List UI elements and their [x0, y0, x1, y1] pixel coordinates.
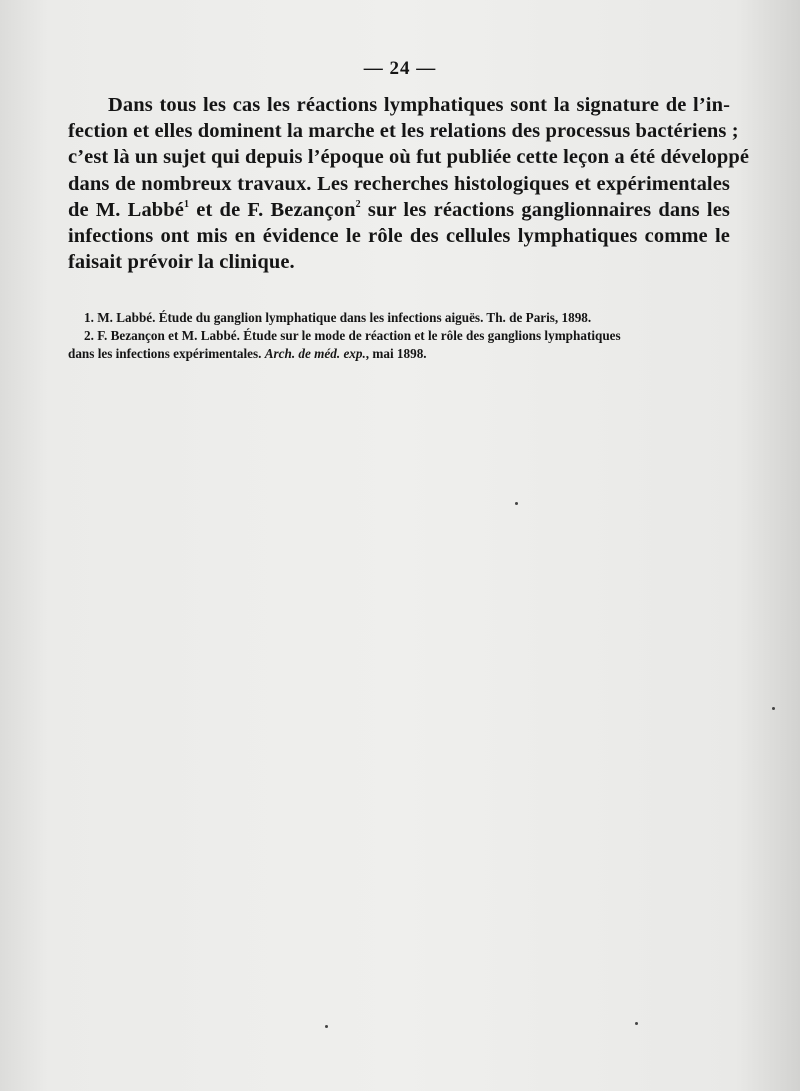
footnote-2-journal: Arch. de méd. exp.: [264, 346, 366, 361]
footnote-2-text: dans les infections expérimentales.: [68, 346, 262, 361]
reference-labbe: de M. Labbé: [68, 198, 185, 221]
paragraph-line: faisait prévoir la clinique.: [68, 251, 295, 274]
reference-bezancon: et de F. Bezançon: [196, 198, 356, 221]
paragraph-line: Dans tous les cas les réactions lymphatiques sont la signature de l’in-: [108, 94, 730, 116]
paragraph-line-with-references: [68, 197, 730, 223]
paragraph-line-tail: sur les réactions ganglionnaires dans les: [367, 198, 730, 221]
scan-speck: [635, 1022, 638, 1025]
scan-speck: [515, 502, 518, 505]
footnotes: [68, 309, 730, 363]
paragraph-line: c’est là un sujet qui depuis l’époque où fut publiée cette leçon a été développé: [68, 146, 750, 169]
main-paragraph: [68, 92, 750, 275]
footnote-2-line-2: [68, 345, 730, 363]
paragraph-line: dans de nombreux travaux. Les recherches histologiques et expérimentales: [68, 172, 730, 195]
footnote-1: 1. M. Labbé. Étude du ganglion lymphatique dans les infections aiguës. Th. de Paris, 1898.: [84, 310, 592, 325]
paragraph-line: infections ont mis en évidence le rôle des cellules lymphatiques comme le: [68, 225, 730, 248]
footnote-2-date: , mai 1898.: [365, 346, 427, 361]
footnote-mark-2[interactable]: 2: [355, 198, 361, 210]
page-number: — 24 —: [363, 58, 437, 79]
footnote-mark-1[interactable]: 1: [184, 198, 190, 210]
scan-speck: [772, 707, 775, 710]
footnote-2-line-1: 2. F. Bezançon et M. Labbé. Étude sur le mode de réaction et le rôle des ganglions lymphatiques: [84, 328, 621, 343]
paragraph-line: fection et elles dominent la marche et les relations des processus bactériens ;: [68, 120, 739, 143]
scan-speck: [325, 1025, 328, 1028]
